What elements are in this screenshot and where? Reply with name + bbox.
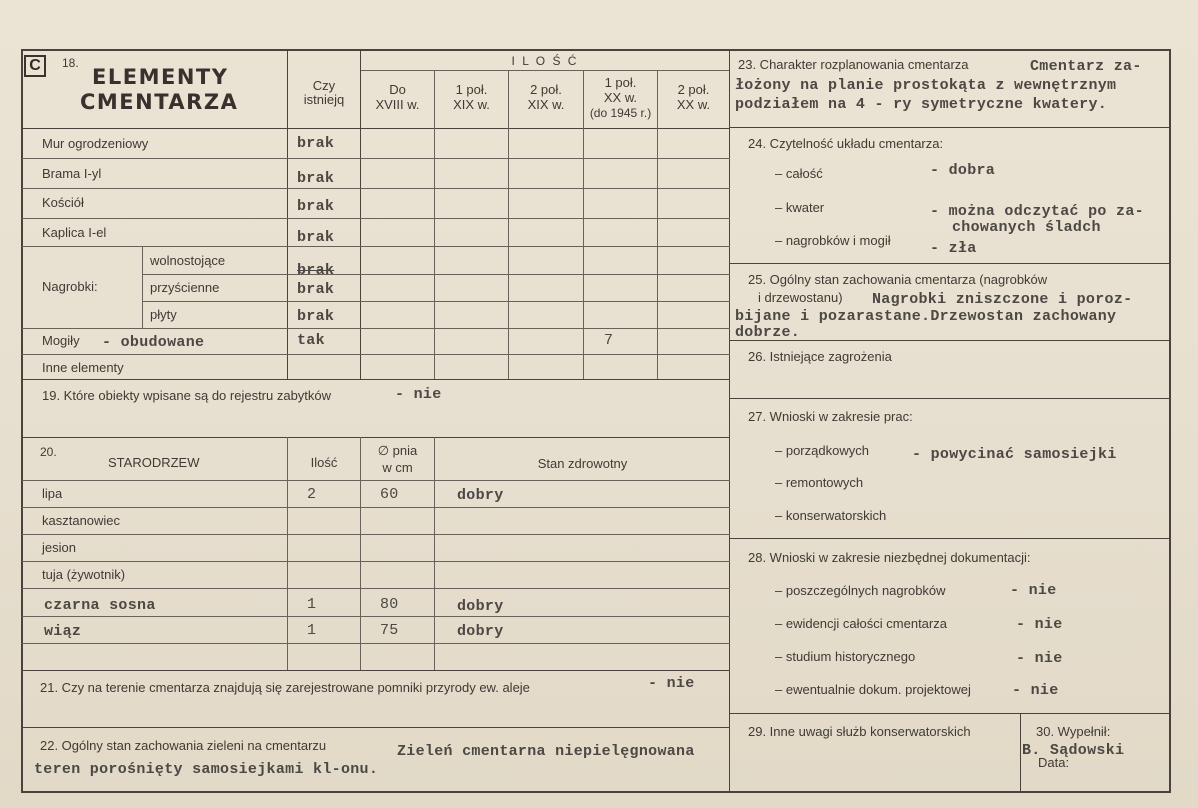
q25-answer-1: Nagrobki zniszczone i poroz- [872, 291, 1133, 308]
section-code-box: C [24, 55, 46, 77]
row-line [142, 274, 730, 275]
header-bottom-line [22, 128, 730, 129]
date-label: Data: [1038, 755, 1070, 770]
q27-item-label: – konserwatorskich [775, 508, 887, 523]
period-header: 2 poł. [677, 82, 710, 97]
row-line [22, 534, 730, 535]
q24-item-answer: - można odczytać po za- [930, 203, 1144, 220]
q28-item-answer: - nie [1012, 682, 1059, 699]
section-title-line1: ELEMENTY [92, 65, 229, 89]
row-line [22, 158, 730, 159]
exists-header-1: Czy [312, 78, 336, 93]
row-line [22, 507, 730, 508]
graves-type: przyścienne [150, 280, 220, 295]
q21-answer: - nie [648, 675, 695, 692]
sign-divider [1020, 713, 1021, 792]
row-exists: tak [297, 332, 325, 349]
trees-diam-header: ∅ pnia [377, 443, 418, 458]
tree-health: dobry [457, 623, 504, 640]
q28-item-answer: - nie [1010, 582, 1057, 599]
q19-answer: - nie [395, 386, 442, 403]
q23-answer-3: podziałem na 4 - ry symetryczne kwatery. [735, 96, 1108, 113]
tree-name: kasztanowiec [42, 513, 121, 528]
q24-item-label: – całość [775, 166, 823, 181]
row-note: - obudowane [102, 334, 205, 351]
section-line [730, 398, 1170, 399]
section-line [22, 727, 730, 728]
row-label: Kaplica I-el [42, 225, 107, 240]
q23-answer-2: łożony na planie prostokąta z wewnętrznym [735, 77, 1117, 94]
period-header: (do 1945 r.) [589, 106, 652, 120]
q24-item-answer: - dobra [930, 162, 996, 179]
period-header: XIX w. [453, 97, 490, 112]
tree-diam: 80 [380, 596, 399, 613]
row-line [22, 188, 730, 189]
tree-qty: 2 [307, 486, 317, 503]
tree-name: lipa [42, 486, 63, 501]
graves-type: płyty [150, 307, 177, 322]
row-line [22, 218, 730, 219]
tree-qty: 1 [307, 596, 317, 613]
column-divider [729, 50, 730, 792]
q24-label: 24. Czytelność układu cmentarza: [748, 136, 944, 151]
trees-col-line [287, 437, 288, 670]
section-line [22, 670, 730, 671]
graves-type: wolnostojące [150, 253, 226, 268]
period-header: XX w. [603, 90, 638, 105]
qty-header: I L O Ś Ć [511, 54, 579, 68]
exists-header-2: istniejq [303, 92, 345, 107]
section-title-line2: CMENTARZA [80, 90, 239, 114]
tree-health: dobry [457, 487, 504, 504]
q24-answer-cont: chowanych śladch [952, 219, 1101, 236]
q27-item-label: – porządkowych [775, 443, 869, 458]
trees-number: 20. [40, 445, 57, 459]
period-col-line [508, 70, 509, 379]
q19-label: 19. Które obiekty wpisane są do rejestru zabytków [42, 388, 332, 403]
q24-item-label: – kwater [775, 200, 825, 215]
period-header: XVIII w. [375, 97, 420, 112]
q27-label: 27. Wnioski w zakresie prac: [748, 409, 913, 424]
q25-answer-2: bijane i pozarastane.Drzewostan zachowany [735, 308, 1117, 325]
row-count: 7 [604, 332, 614, 349]
row-label: Kościół [42, 195, 84, 210]
row-exists: brak [297, 135, 335, 152]
q28-item-label: – poszczególnych nagrobków [775, 583, 946, 598]
row-line [22, 246, 730, 247]
qty-header-line [360, 70, 729, 71]
trees-header-line [22, 480, 730, 481]
graves-exists: brak [297, 262, 335, 279]
row-label: Mur ogrodzeniowy [42, 136, 149, 151]
q23-label: 23. Charakter rozplanowania cmentarza [738, 57, 969, 72]
tree-diam: 60 [380, 486, 399, 503]
row-line [22, 643, 730, 644]
q25-label-2: i drzewostanu) [758, 290, 843, 305]
period-header: 1 poł. [455, 82, 488, 97]
row-line [142, 301, 730, 302]
q28-item-label: – ewentualnie dokum. projektowej [775, 682, 971, 697]
section-line [730, 713, 1170, 714]
section-number: 18. [62, 56, 79, 70]
section-line [730, 127, 1170, 128]
graves-label: Nagrobki: [42, 279, 98, 294]
section-line [22, 437, 730, 438]
section-line [22, 379, 730, 380]
trees-col-line [434, 437, 435, 670]
section-line [730, 538, 1170, 539]
q28-item-answer: - nie [1016, 616, 1063, 633]
q21-label: 21. Czy na terenie cmentarza znajdują się zarejestrowane pomniki przyrody ew. aleje [40, 680, 530, 695]
row-label: Brama I-yl [42, 166, 102, 181]
q24-item-label: – nagrobków i mogił [775, 233, 891, 248]
q28-item-answer: - nie [1016, 650, 1063, 667]
row-line [22, 616, 730, 617]
q23-answer-1: Cmentarz za- [1030, 58, 1142, 75]
q22-answer-2: teren porośnięty samosiejkami kl-onu. [34, 761, 379, 778]
row-line [22, 354, 730, 355]
row-exists: brak [297, 229, 335, 246]
row-line [22, 328, 730, 329]
row-exists: brak [297, 198, 335, 215]
q25-label-1: 25. Ogólny stan zachowania cmentarza (nagrobków [748, 272, 1048, 287]
q25-answer-3: dobrze. [735, 324, 801, 341]
tree-health: dobry [457, 598, 504, 615]
tree-name: wiąz [44, 623, 82, 640]
trees-health-header: Stan zdrowotny [537, 456, 628, 471]
graves-exists: brak [297, 281, 335, 298]
tree-qty: 1 [307, 622, 317, 639]
q28-item-label: – ewidencji całości cmentarza [775, 616, 947, 631]
tree-diam: 75 [380, 622, 399, 639]
section-line [730, 263, 1170, 264]
q28-label: 28. Wnioski w zakresie niezbędnej dokumentacji: [748, 550, 1031, 565]
trees-qty-header: Ilość [310, 455, 338, 470]
q28-item-label: – studium historycznego [775, 649, 916, 664]
period-col-line [434, 70, 435, 379]
tree-name: czarna sosna [44, 597, 156, 614]
period-header: XX w. [676, 97, 711, 112]
tree-name: tuja (żywotnik) [42, 567, 126, 582]
tree-name: jesion [42, 540, 76, 555]
q27-item-label: – remontowych [775, 475, 864, 490]
q26-label: 26. Istniejące zagrożenia [748, 349, 892, 364]
period-header: Do [389, 82, 406, 97]
q27-item-answer: - powycinać samosiejki [912, 446, 1117, 463]
row-exists: brak [297, 170, 335, 187]
row-line [22, 561, 730, 562]
period-header: 1 poł. [604, 75, 637, 90]
q30-label: 30. Wypełnił: [1036, 724, 1111, 739]
period-header: 2 poł. [530, 82, 562, 97]
trees-diam-unit: w cm [382, 460, 413, 475]
q22-label: 22. Ogólny stan zachowania zieleni na cmentarzu [40, 738, 327, 753]
row-label: Mogiły [42, 333, 80, 348]
q29-label: 29. Inne uwagi służb konserwatorskich [748, 724, 971, 739]
period-header: XIX w. [527, 97, 565, 112]
filled-by-name: B. Sądowski [1022, 742, 1125, 759]
row-line [22, 588, 730, 589]
row-label: Inne elementy [42, 360, 124, 375]
q24-item-answer: - zła [930, 240, 977, 257]
graves-sub-line [142, 246, 143, 328]
q22-answer-1: Zieleń cmentarna niepielęgnowana [397, 743, 695, 760]
trees-title: STARODRZEW [108, 455, 200, 470]
graves-exists: brak [297, 308, 335, 325]
